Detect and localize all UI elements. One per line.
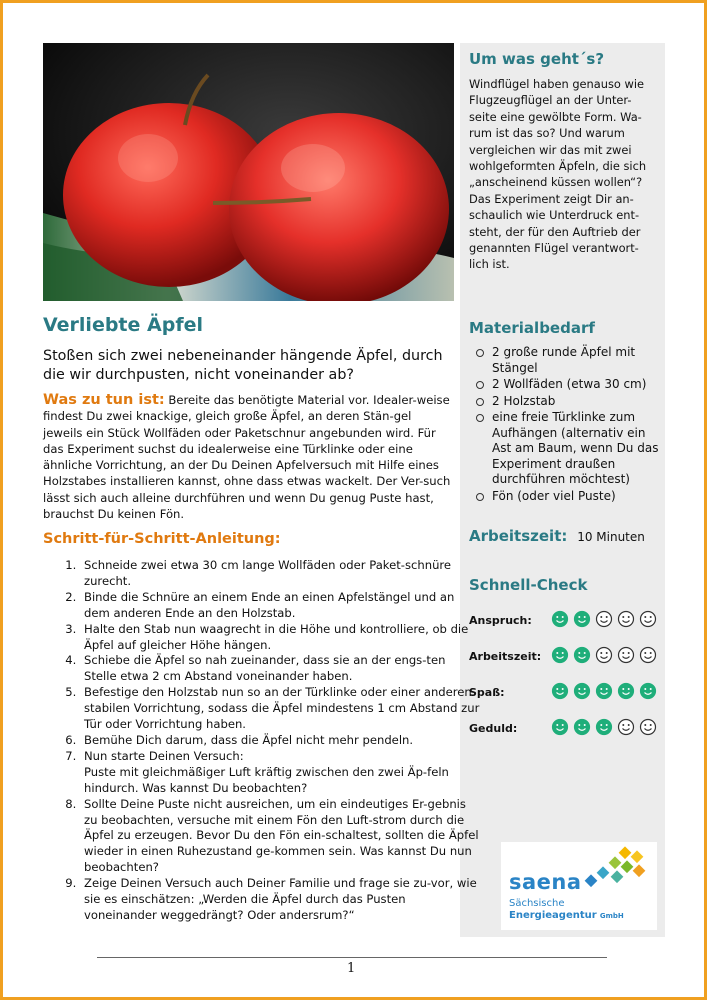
logo-sub1: Sächsische (509, 898, 565, 909)
smiley-empty-icon (639, 610, 657, 628)
logo-subtitle (509, 898, 624, 922)
todo-paragraph (43, 392, 454, 522)
worktime-value: 10 Minuten (577, 530, 645, 544)
saena-logo (501, 842, 657, 930)
smiley-empty-icon (617, 610, 635, 628)
page-number: 1 (347, 961, 356, 976)
logo-name: saena (509, 870, 582, 894)
rating-smileys (551, 718, 657, 736)
logo-squares-icon (577, 846, 657, 896)
quickcheck-row (469, 646, 664, 666)
quickcheck-label: Geduld: (469, 722, 518, 735)
smiley-filled-icon (551, 610, 569, 628)
list-item: 4. Schiebe die Äpfel so nah zueinander, dass sie an der engs-ten Stelle etwa 2 cm Abstand voneinander haben. (80, 653, 480, 685)
smiley-filled-icon (639, 682, 657, 700)
sidebar (460, 43, 665, 937)
smiley-empty-icon (639, 646, 657, 664)
worktime-label: Arbeitszeit: (469, 527, 568, 545)
sidebar-intro: Windflügel haben genauso wie Flugzeugflügel an der Unter-seite eine gewölbte Form. Wa-rum ist das so? Und warum vergleichen wir das mit zwei wohlgeformten Äpfeln, die sich „anscheinend küssen wollen“? Das Experiment zeigt Dir an-schaulich wie Unterdruck ent-steht, der für den Auftrieb der genannten Flügel verantwort-lich ist. (469, 77, 647, 272)
smiley-filled-icon (617, 682, 635, 700)
smiley-empty-icon (617, 646, 635, 664)
list-item: Fön (oder viel Puste) (474, 489, 659, 505)
materials-list (474, 345, 659, 505)
todo-text: Bereite das benötigte Material vor. Idealer-weise findest Du zwei knackige, gleich große Äpfel, an deren Stän-gel jeweils ein Stück Wollfäden oder Paketschnur angebunden wird. Für das Experiment suchst du idealerweise eine Türklinke oder eine ähnliche Vorrichtung, an der Du Deinen Apfelversuch mit Hilfe eines Holzstabes installieren kannst, ohne dass etwas wackelt. Der Ver-such lässt sich auch alleine durchführen und wenn Du genug Puste hast, brauchst Du keinen Fön. (43, 393, 451, 522)
smiley-empty-icon (595, 646, 613, 664)
worktime (469, 527, 645, 545)
list-item: 5. Befestige den Holzstab nun so an der Türklinke oder einer anderen stabilen Vorrichtung, sodass die Äpfel mindestens 1 cm Abstand zur Tür oder Vorrichtung haben. (80, 685, 480, 733)
list-item: 8. Sollte Deine Puste nicht ausreichen, um ein eindeutiges Er-gebnis zu beobachten, versuche mit einem Fön den Luft-strom durch die Äpfel zu erzeugen. Bevor Du den Fön ein-schaltest, sollten die Äpfel wieder in einen Ruhezustand ge-kommen sein. Was kannst Du nun beobachten? (80, 797, 480, 877)
steps-list (50, 558, 480, 924)
footer-rule (97, 957, 607, 958)
quickcheck-row (469, 682, 664, 702)
sidebar-heading: Um was geht´s? (469, 50, 605, 68)
list-item: 9. Zeige Deinen Versuch auch Deiner Familie und frage sie zu-vor, wie sie es einschätzen: „Werden die Äpfel durch das Pusten voneinander weggedrängt? Oder andersrum?“ (80, 876, 480, 924)
smiley-filled-icon (573, 646, 591, 664)
logo-sub2: Energieagentur (509, 910, 597, 921)
smiley-filled-icon (573, 682, 591, 700)
smiley-filled-icon (595, 718, 613, 736)
list-item: 2 Holzstab (474, 394, 659, 410)
smiley-filled-icon (573, 610, 591, 628)
list-item: 1. Schneide zwei etwa 30 cm lange Wollfäden oder Paket-schnüre zurecht. (80, 558, 480, 590)
rating-smileys (551, 682, 657, 700)
quickcheck-heading: Schnell-Check (469, 576, 588, 594)
quickcheck-label: Spaß: (469, 686, 505, 699)
quickcheck-row (469, 610, 664, 630)
logo-sub3: GmbH (599, 912, 624, 920)
page-title: Verliebte Äpfel (43, 314, 203, 336)
list-item: eine freie Türklinke zum Aufhängen (alternativ ein Ast am Baum, wenn Du das Experiment draußen durchführen möchtest) (474, 410, 659, 488)
list-item: 2. Binde die Schnüre an einem Ende an einen Apfelstängel und an dem anderen Ende an den Holzstab. (80, 590, 480, 622)
apples-photo (43, 43, 454, 301)
todo-label: Was zu tun ist: (43, 392, 165, 408)
list-item: 6. Bemühe Dich darum, dass die Äpfel nicht mehr pendeln. (80, 733, 480, 749)
smiley-empty-icon (617, 718, 635, 736)
list-item: 7. Nun starte Deinen Versuch: Puste mit gleichmäßiger Luft kräftig zwischen den zwei Äp-feln hindurch. Was kannst Du beobachten? (80, 749, 480, 797)
list-item: 2 große runde Äpfel mit Stängel (474, 345, 659, 376)
smiley-filled-icon (551, 718, 569, 736)
materials-heading: Materialbedarf (469, 319, 595, 337)
smiley-filled-icon (595, 682, 613, 700)
smiley-empty-icon (595, 610, 613, 628)
list-item: 2 Wollfäden (etwa 30 cm) (474, 377, 659, 393)
rating-smileys (551, 610, 657, 628)
smiley-empty-icon (639, 718, 657, 736)
quickcheck-row (469, 718, 664, 738)
steps-heading: Schritt-für-Schritt-Anleitung: (43, 531, 281, 547)
smiley-filled-icon (551, 682, 569, 700)
list-item: 3. Halte den Stab nun waagrecht in die Höhe und kontrolliere, ob die Äpfel auf gleicher Höhe hängen. (80, 622, 480, 654)
smiley-filled-icon (551, 646, 569, 664)
quickcheck-label: Arbeitszeit: (469, 650, 542, 663)
rating-smileys (551, 646, 657, 664)
lead-question: Stoßen sich zwei nebeneinander hängende Äpfel, durch die wir durchpusten, nicht voneinander ab? (43, 348, 443, 383)
smiley-filled-icon (573, 718, 591, 736)
quickcheck-label: Anspruch: (469, 614, 532, 627)
